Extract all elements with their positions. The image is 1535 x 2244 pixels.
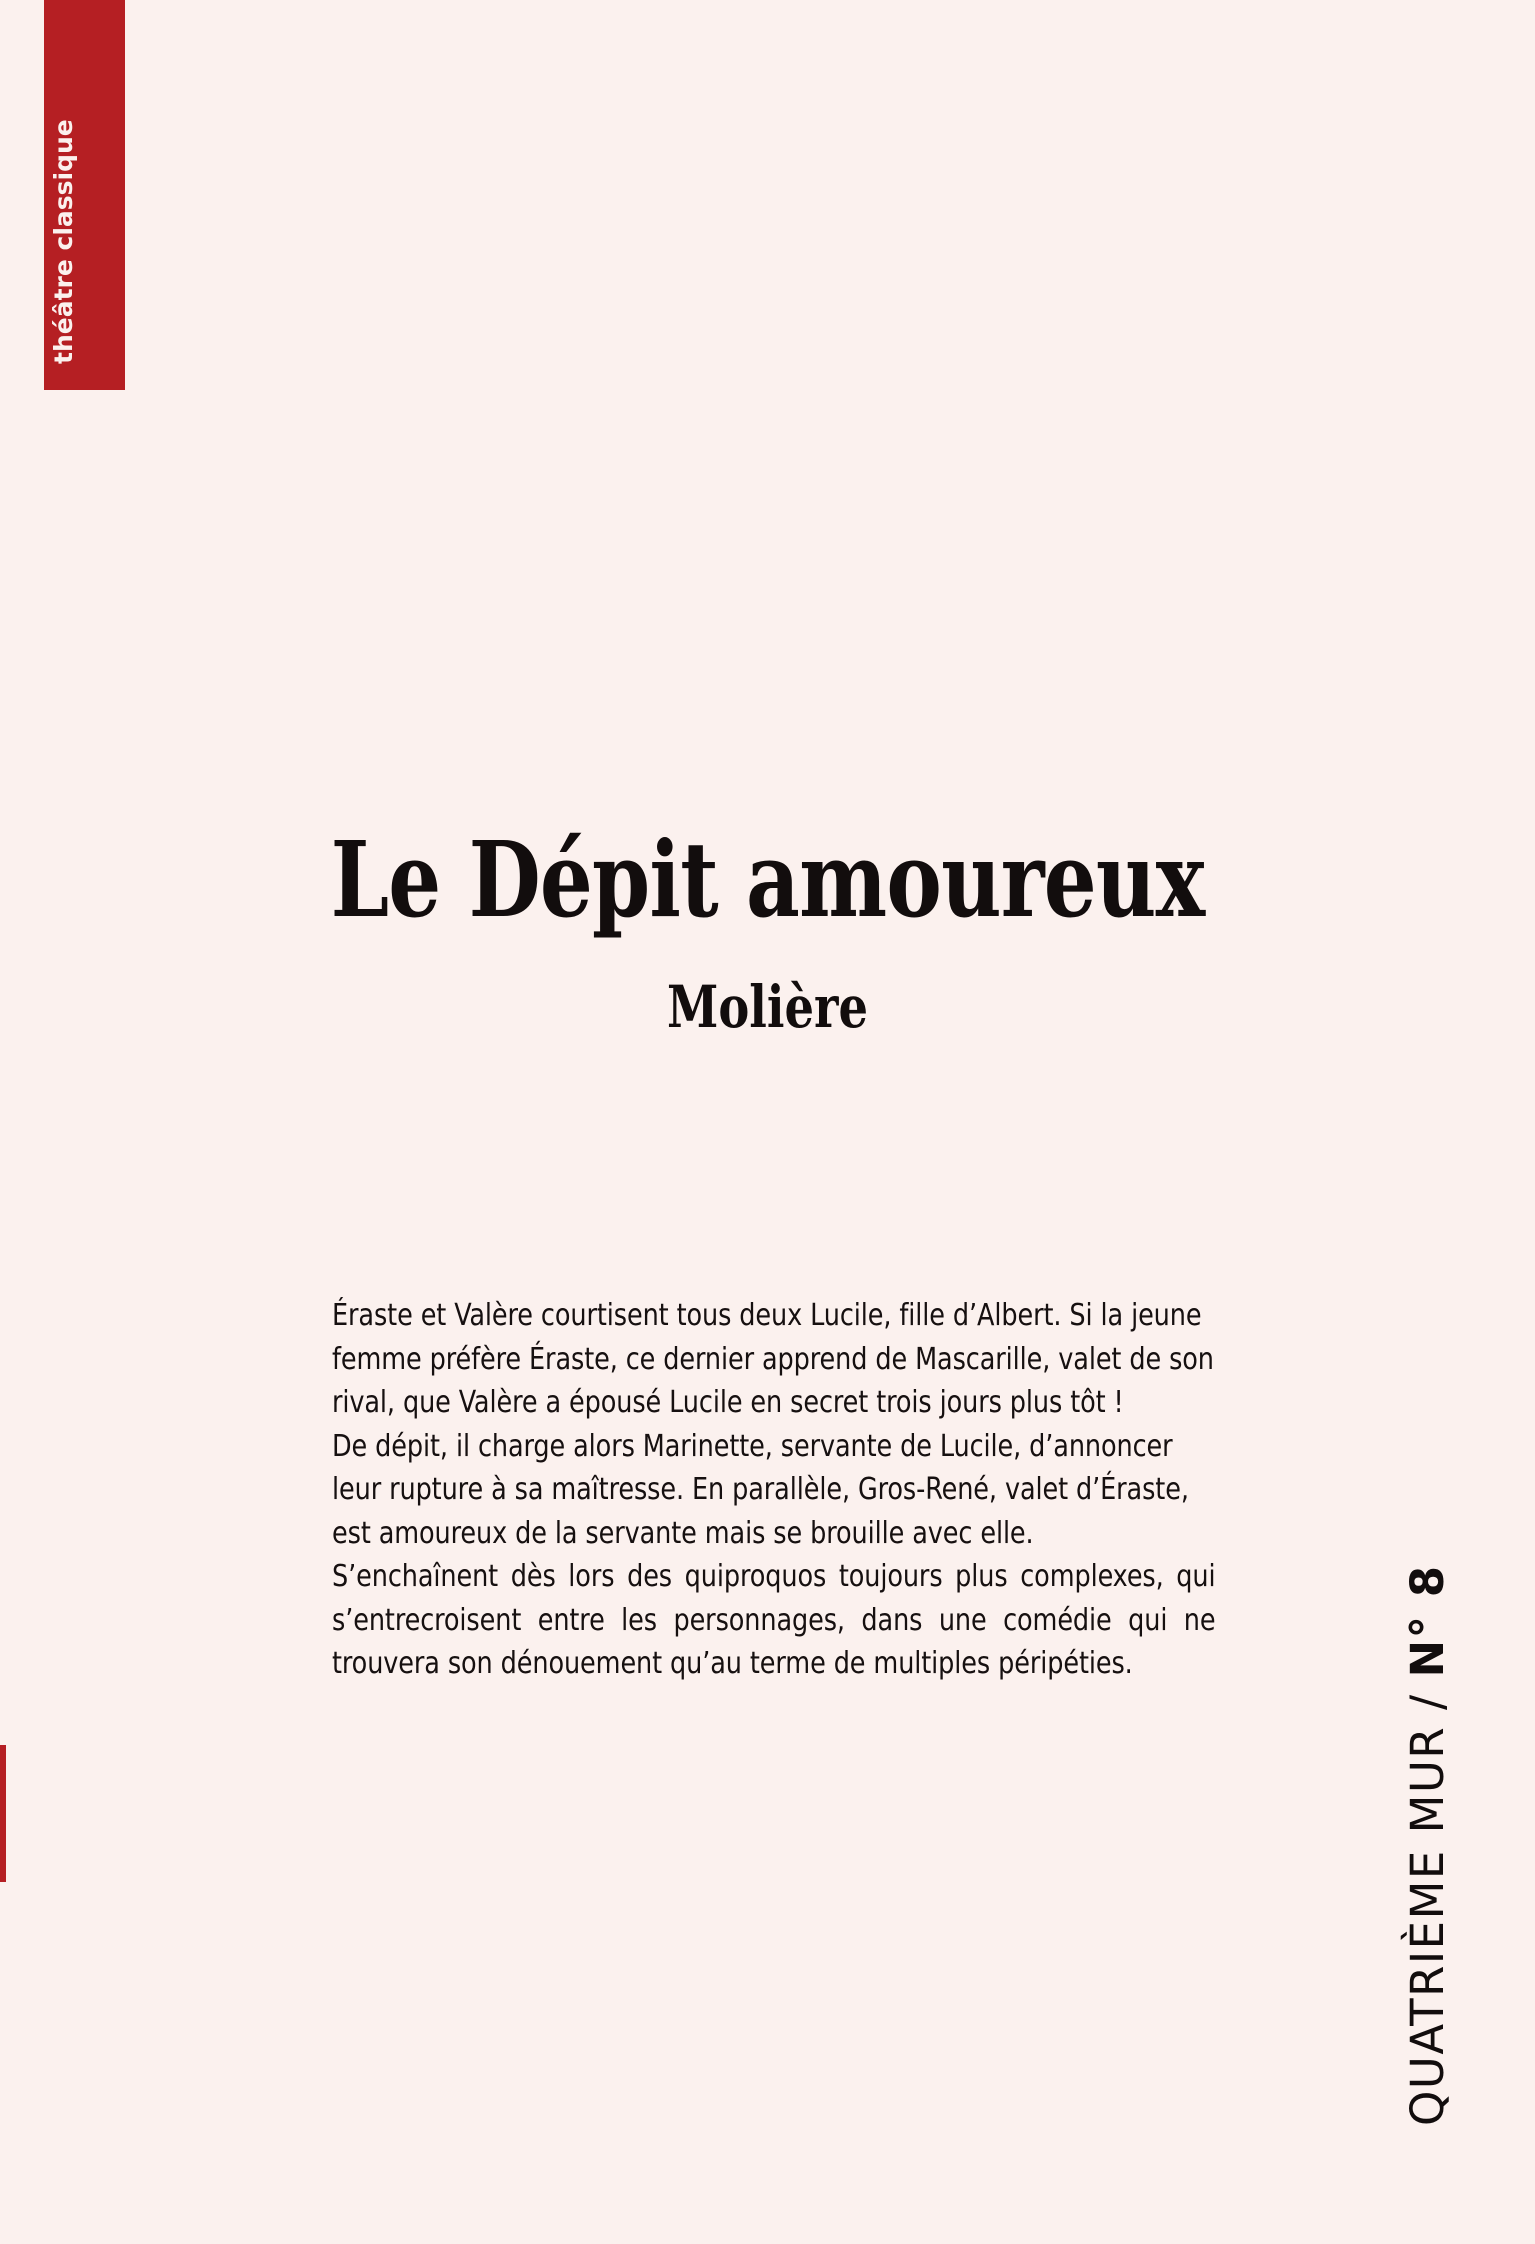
series-rail: [1400, 0, 1535, 2244]
collection-banner: [44, 0, 125, 390]
page-title: Le Dépit amoureux: [330, 818, 1205, 941]
left-edge-accent-mark: [0, 1745, 6, 1882]
author-name: Molière: [666, 973, 869, 1041]
collection-banner-text-wrap: [44, 0, 125, 390]
title-block: [0, 818, 1535, 1041]
series-identifier: [1400, 1564, 1454, 2126]
collection-label: théâtre classique: [48, 119, 78, 364]
synopsis-paragraph: Éraste et Valère courtisent tous deux Lucile, fille d’Albert. Si la jeune femme préfère Éraste, ce dernier apprend de Mascarille, valet de son rival, que Valère a épousé Lucile en secret trois jours plus tôt !: [332, 1298, 1214, 1420]
synopsis-block: [332, 1294, 1216, 1686]
series-number: N° 8: [1400, 1564, 1454, 1678]
synopsis-paragraph: De dépit, il charge alors Marinette, servante de Lucile, d’annoncer leur rupture à sa maîtresse. En parallèle, Gros-René, valet d’Éraste, est amoureux de la servante mais se brouille avec elle.: [332, 1428, 1189, 1551]
synopsis-paragraph: S’enchaînent dès lors des quiproquos toujours plus complexes, qui s’entrecroisent entre les personnages, dans une comédie qui ne trouvera son dénouement qu’au terme de multiples péripéties.: [332, 1559, 1216, 1681]
series-name: QUATRIÈME MUR /: [1400, 1677, 1454, 2126]
